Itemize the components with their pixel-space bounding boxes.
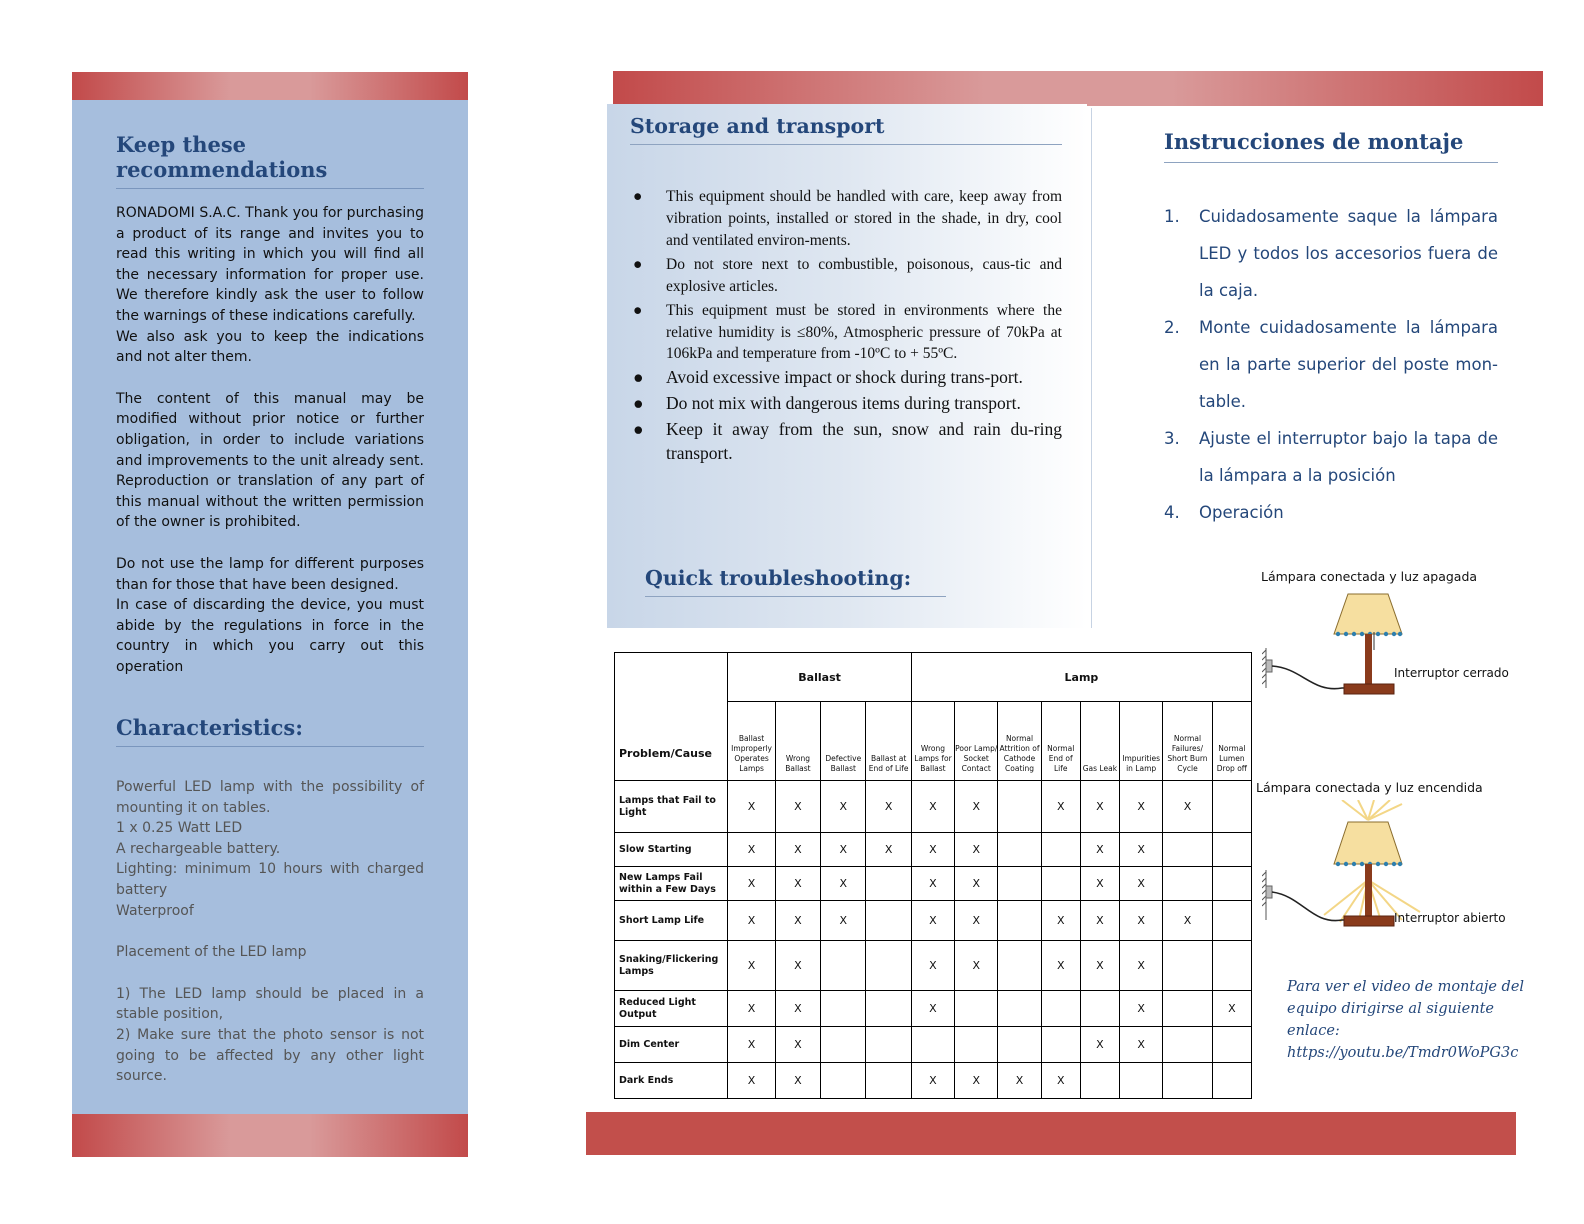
- table-cell: [821, 941, 866, 991]
- table-cell: X: [1041, 1063, 1080, 1099]
- storage-list: [630, 186, 1062, 465]
- storage-item: ● Keep it away from the sun, snow and rain du-ring transport.: [633, 418, 1062, 463]
- table-cell: X: [775, 941, 820, 991]
- table-cell: X: [1041, 901, 1080, 941]
- table-cell: X: [1041, 781, 1080, 833]
- table-cell: X: [998, 1063, 1041, 1099]
- table-cell: X: [1119, 1027, 1162, 1063]
- table-cell: [1212, 867, 1251, 901]
- table-row: [615, 1027, 1252, 1063]
- table-cell: X: [955, 1063, 998, 1099]
- table-cell: [1212, 781, 1251, 833]
- column-header: Defective Ballast: [821, 702, 866, 781]
- discard-paragraph: In case of discarding the device, you must abide by the regulations in force in the country in which you carry out this operation: [116, 597, 424, 675]
- table-cell: [1163, 941, 1212, 991]
- figure-on-title: Lámpara conectada y luz encendida: [1256, 780, 1483, 795]
- table-cell: [1041, 833, 1080, 867]
- bullet-icon: ●: [633, 256, 643, 273]
- char-item: A rechargeable battery.: [116, 840, 281, 857]
- table-cell: X: [821, 867, 866, 901]
- row-label: Lamps that Fail to Light: [615, 781, 728, 833]
- char-item: Lighting: minimum 10 hours with charged battery: [116, 861, 424, 898]
- table-cell: [1163, 1027, 1212, 1063]
- left-bottom-bar: [72, 1114, 468, 1157]
- assembly-step: 2. Monte cuidadosamente la lámpara en la parte superior del poste mon-table.: [1164, 318, 1498, 411]
- table-cell: X: [728, 1063, 775, 1099]
- table-cell: X: [1080, 901, 1119, 941]
- figure-off-title: Lámpara conectada y luz apagada: [1261, 569, 1478, 584]
- table-row: [615, 941, 1252, 991]
- figure-off-label: Interruptor cerrado: [1394, 666, 1509, 680]
- char-item: 1 x 0.25 Watt LED: [116, 820, 243, 837]
- storage-item: ● Do not mix with dangerous items during transport.: [633, 392, 1021, 413]
- row-label: Snaking/Flickering Lamps: [615, 941, 728, 991]
- lamp-off-illustration: [1262, 588, 1512, 708]
- table-cell: X: [955, 833, 998, 867]
- char-item: Powerful LED lamp with the possibility of mounting it on tables.: [116, 779, 424, 816]
- bullet-icon: ●: [633, 302, 643, 319]
- table-cell: X: [775, 1063, 820, 1099]
- table-cell: X: [1041, 941, 1080, 991]
- video-instructions: [1287, 976, 1537, 1064]
- row-label: Dim Center: [615, 1027, 728, 1063]
- table-cell: [866, 1063, 911, 1099]
- table-cell: X: [1163, 781, 1212, 833]
- table-cell: X: [911, 991, 954, 1027]
- table-cell: X: [728, 1027, 775, 1063]
- table-cell: X: [955, 781, 998, 833]
- table-cell: X: [911, 941, 954, 991]
- table-cell: X: [955, 901, 998, 941]
- bullet-icon: ●: [633, 418, 644, 439]
- table-row: [615, 781, 1252, 833]
- table-cell: [955, 1027, 998, 1063]
- table-cell: X: [1119, 781, 1162, 833]
- table-cell: [1163, 991, 1212, 1027]
- wall-hatch-icon: [1262, 870, 1266, 920]
- table-cell: [911, 1027, 954, 1063]
- table-cell: [1080, 1063, 1119, 1099]
- column-header: Ballast at End of Life: [866, 702, 911, 781]
- table-cell: X: [911, 867, 954, 901]
- table-cell: [866, 1027, 911, 1063]
- table-cell: X: [1212, 991, 1251, 1027]
- table-cell: X: [1080, 867, 1119, 901]
- table-cell: [821, 991, 866, 1027]
- table-cell: [866, 901, 911, 941]
- assembly-step: 3. Ajuste el interruptor bajo la tapa de la lámpara a la posición: [1164, 429, 1498, 485]
- table-cell: X: [728, 901, 775, 941]
- keep-paragraph: We also ask you to keep the indications and not alter them.: [116, 328, 424, 366]
- table-cell: [1212, 1027, 1251, 1063]
- table-cell: X: [866, 781, 911, 833]
- row-label: New Lamps Fail within a Few Days: [615, 867, 728, 901]
- table-cell: [866, 941, 911, 991]
- table-cell: X: [728, 991, 775, 1027]
- table-cell: [1119, 1063, 1162, 1099]
- column-header: Impurities in Lamp: [1119, 702, 1162, 781]
- table-cell: [1212, 833, 1251, 867]
- table-cell: [1212, 901, 1251, 941]
- column-header: Normal Attrition of Cathode Coating: [998, 702, 1041, 781]
- right-bottom-bar: [586, 1112, 1516, 1155]
- char-item: Placement of the LED lamp: [116, 944, 307, 961]
- table-cell: X: [1119, 941, 1162, 991]
- table-cell: X: [775, 867, 820, 901]
- table-cell: X: [775, 781, 820, 833]
- table-cell: X: [775, 901, 820, 941]
- table-cell: X: [821, 901, 866, 941]
- assembly-step: 4. Operación: [1164, 503, 1284, 522]
- table-row: [615, 901, 1252, 941]
- table-cell: X: [911, 833, 954, 867]
- table-cell: [1212, 1063, 1251, 1099]
- column-header: Gas Leak: [1080, 702, 1119, 781]
- table-cell: [1041, 991, 1080, 1027]
- row-label: Slow Starting: [615, 833, 728, 867]
- column-header: Ballast Improperly Operates Lamps: [728, 702, 775, 781]
- table-cell: [1041, 1027, 1080, 1063]
- table-cell: X: [728, 867, 775, 901]
- ballast-group-header: Ballast: [728, 653, 911, 702]
- column-header: Wrong Lamps for Ballast: [911, 702, 954, 781]
- bullet-icon: ●: [633, 366, 644, 387]
- storage-item: ● Avoid excessive impact or shock during trans-port.: [633, 366, 1023, 387]
- row-label: Short Lamp Life: [615, 901, 728, 941]
- table-cell: X: [1080, 1027, 1119, 1063]
- row-label: Dark Ends: [615, 1063, 728, 1099]
- table-cell: [1212, 941, 1251, 991]
- assembly-title: Instrucciones de montaje: [1164, 129, 1498, 163]
- troubleshooting-title: Quick troubleshooting:: [645, 566, 946, 597]
- table-cell: X: [1163, 901, 1212, 941]
- table-cell: X: [955, 867, 998, 901]
- table-cell: X: [1080, 941, 1119, 991]
- table-cell: X: [1080, 781, 1119, 833]
- table-cell: X: [911, 901, 954, 941]
- table-cell: [998, 833, 1041, 867]
- column-header: Normal Failures/ Short Burn Cycle: [1163, 702, 1212, 781]
- table-cell: [1163, 833, 1212, 867]
- table-cell: [998, 867, 1041, 901]
- table-cell: X: [1119, 833, 1162, 867]
- content-paragraph: The content of this manual may be modified without prior notice or further obligation, in order to include variations and improvements to the unit already sent. Reproduction or translation of any part of this manual without the written permission of the owner is prohibited.: [116, 390, 424, 531]
- storage-panel: [607, 104, 1087, 628]
- characteristics-title: Characteristics:: [116, 715, 424, 747]
- table-cell: [998, 901, 1041, 941]
- table-cell: [955, 991, 998, 1027]
- table-cell: X: [728, 781, 775, 833]
- table-cell: [998, 1027, 1041, 1063]
- table-cell: [998, 991, 1041, 1027]
- storage-title: Storage and transport: [630, 114, 1062, 145]
- right-top-bar: [613, 71, 1543, 106]
- column-header: Normal End of Life: [1041, 702, 1080, 781]
- table-cell: [1163, 1063, 1212, 1099]
- table-cell: X: [911, 781, 954, 833]
- table-cell: X: [1119, 901, 1162, 941]
- table-row: [615, 1063, 1252, 1099]
- bullet-icon: ●: [633, 392, 644, 413]
- row-label: Reduced Light Output: [615, 991, 728, 1027]
- troubleshooting-table: [614, 652, 1252, 1099]
- left-top-bar: [72, 72, 468, 101]
- column-divider: [1091, 108, 1092, 628]
- table-cell: [866, 867, 911, 901]
- char-item: 1) The LED lamp should be placed in a stable position,: [116, 985, 424, 1023]
- table-cell: [866, 991, 911, 1027]
- table-cell: [998, 941, 1041, 991]
- table-cell: X: [775, 991, 820, 1027]
- table-cell: X: [821, 833, 866, 867]
- recommendations-title: Keep these recommendations: [116, 132, 424, 189]
- table-row: [615, 991, 1252, 1027]
- column-header: Normal Lumen Drop off: [1212, 702, 1251, 781]
- lamp-group-header: Lamp: [911, 653, 1251, 702]
- bullet-icon: ●: [633, 188, 643, 205]
- video-link[interactable]: https://youtu.be/Tmdr0WoPG3c: [1287, 1045, 1519, 1061]
- table-cell: [821, 1063, 866, 1099]
- left-panel: [72, 100, 468, 1114]
- column-header: Wrong Ballast: [775, 702, 820, 781]
- table-cell: [998, 781, 1041, 833]
- storage-item: ● Do not store next to combustible, poisonous, caus-tic and explosive articles.: [633, 256, 1062, 295]
- table-cell: X: [728, 941, 775, 991]
- assembly-steps: [1164, 198, 1498, 531]
- intro-paragraph: RONADOMI S.A.C. Thank you for purchasing a product of its range and invites you to read this writing in which you will find all the necessary information for proper use. We therefore kindly ask the user to follow the warnings of these indications carefully.: [116, 205, 424, 324]
- table-cell: [1041, 867, 1080, 901]
- wall-hatch-icon: [1262, 648, 1266, 688]
- table-cell: [1163, 867, 1212, 901]
- table-cell: X: [866, 833, 911, 867]
- table-cell: X: [911, 1063, 954, 1099]
- table-cell: X: [775, 833, 820, 867]
- table-row: [615, 867, 1252, 901]
- purpose-paragraph: Do not use the lamp for different purposes than for those that have been designed.: [116, 555, 424, 593]
- table-cell: [821, 1027, 866, 1063]
- table-row: [615, 833, 1252, 867]
- table-cell: X: [821, 781, 866, 833]
- table-cell: X: [1119, 991, 1162, 1027]
- assembly-step: 1. Cuidadosamente saque la lámpara LED y todos los accesorios fuera de la caja.: [1164, 207, 1498, 300]
- storage-item: ● This equipment should be handled with care, keep away from vibration points, installed or stored in the shade, in dry, cool and ventilated environ-ments.: [633, 188, 1062, 249]
- char-item: Waterproof: [116, 902, 194, 919]
- figure-on-label: Interruptor abierto: [1394, 911, 1506, 925]
- table-cell: X: [775, 1027, 820, 1063]
- table-cell: X: [1119, 867, 1162, 901]
- column-header: Poor Lamp/ Socket Contact: [955, 702, 998, 781]
- char-item: 2) Make sure that the photo sensor is not going to be affected by any other light source.: [116, 1026, 424, 1085]
- table-cell: [1080, 991, 1119, 1027]
- table-cell: X: [1080, 833, 1119, 867]
- storage-item: ● This equipment must be stored in environments where the relative humidity is ≤80%, Atmospheric pressure of 70kPa at 106kPa and temperature from -10ºC to + 55ºC.: [633, 302, 1062, 362]
- corner-header: Problem/Cause: [615, 653, 728, 781]
- table-cell: X: [728, 833, 775, 867]
- table-cell: X: [955, 941, 998, 991]
- video-text: Para ver el video de montaje del equipo dirigirse al siguiente enlace:: [1287, 979, 1525, 1039]
